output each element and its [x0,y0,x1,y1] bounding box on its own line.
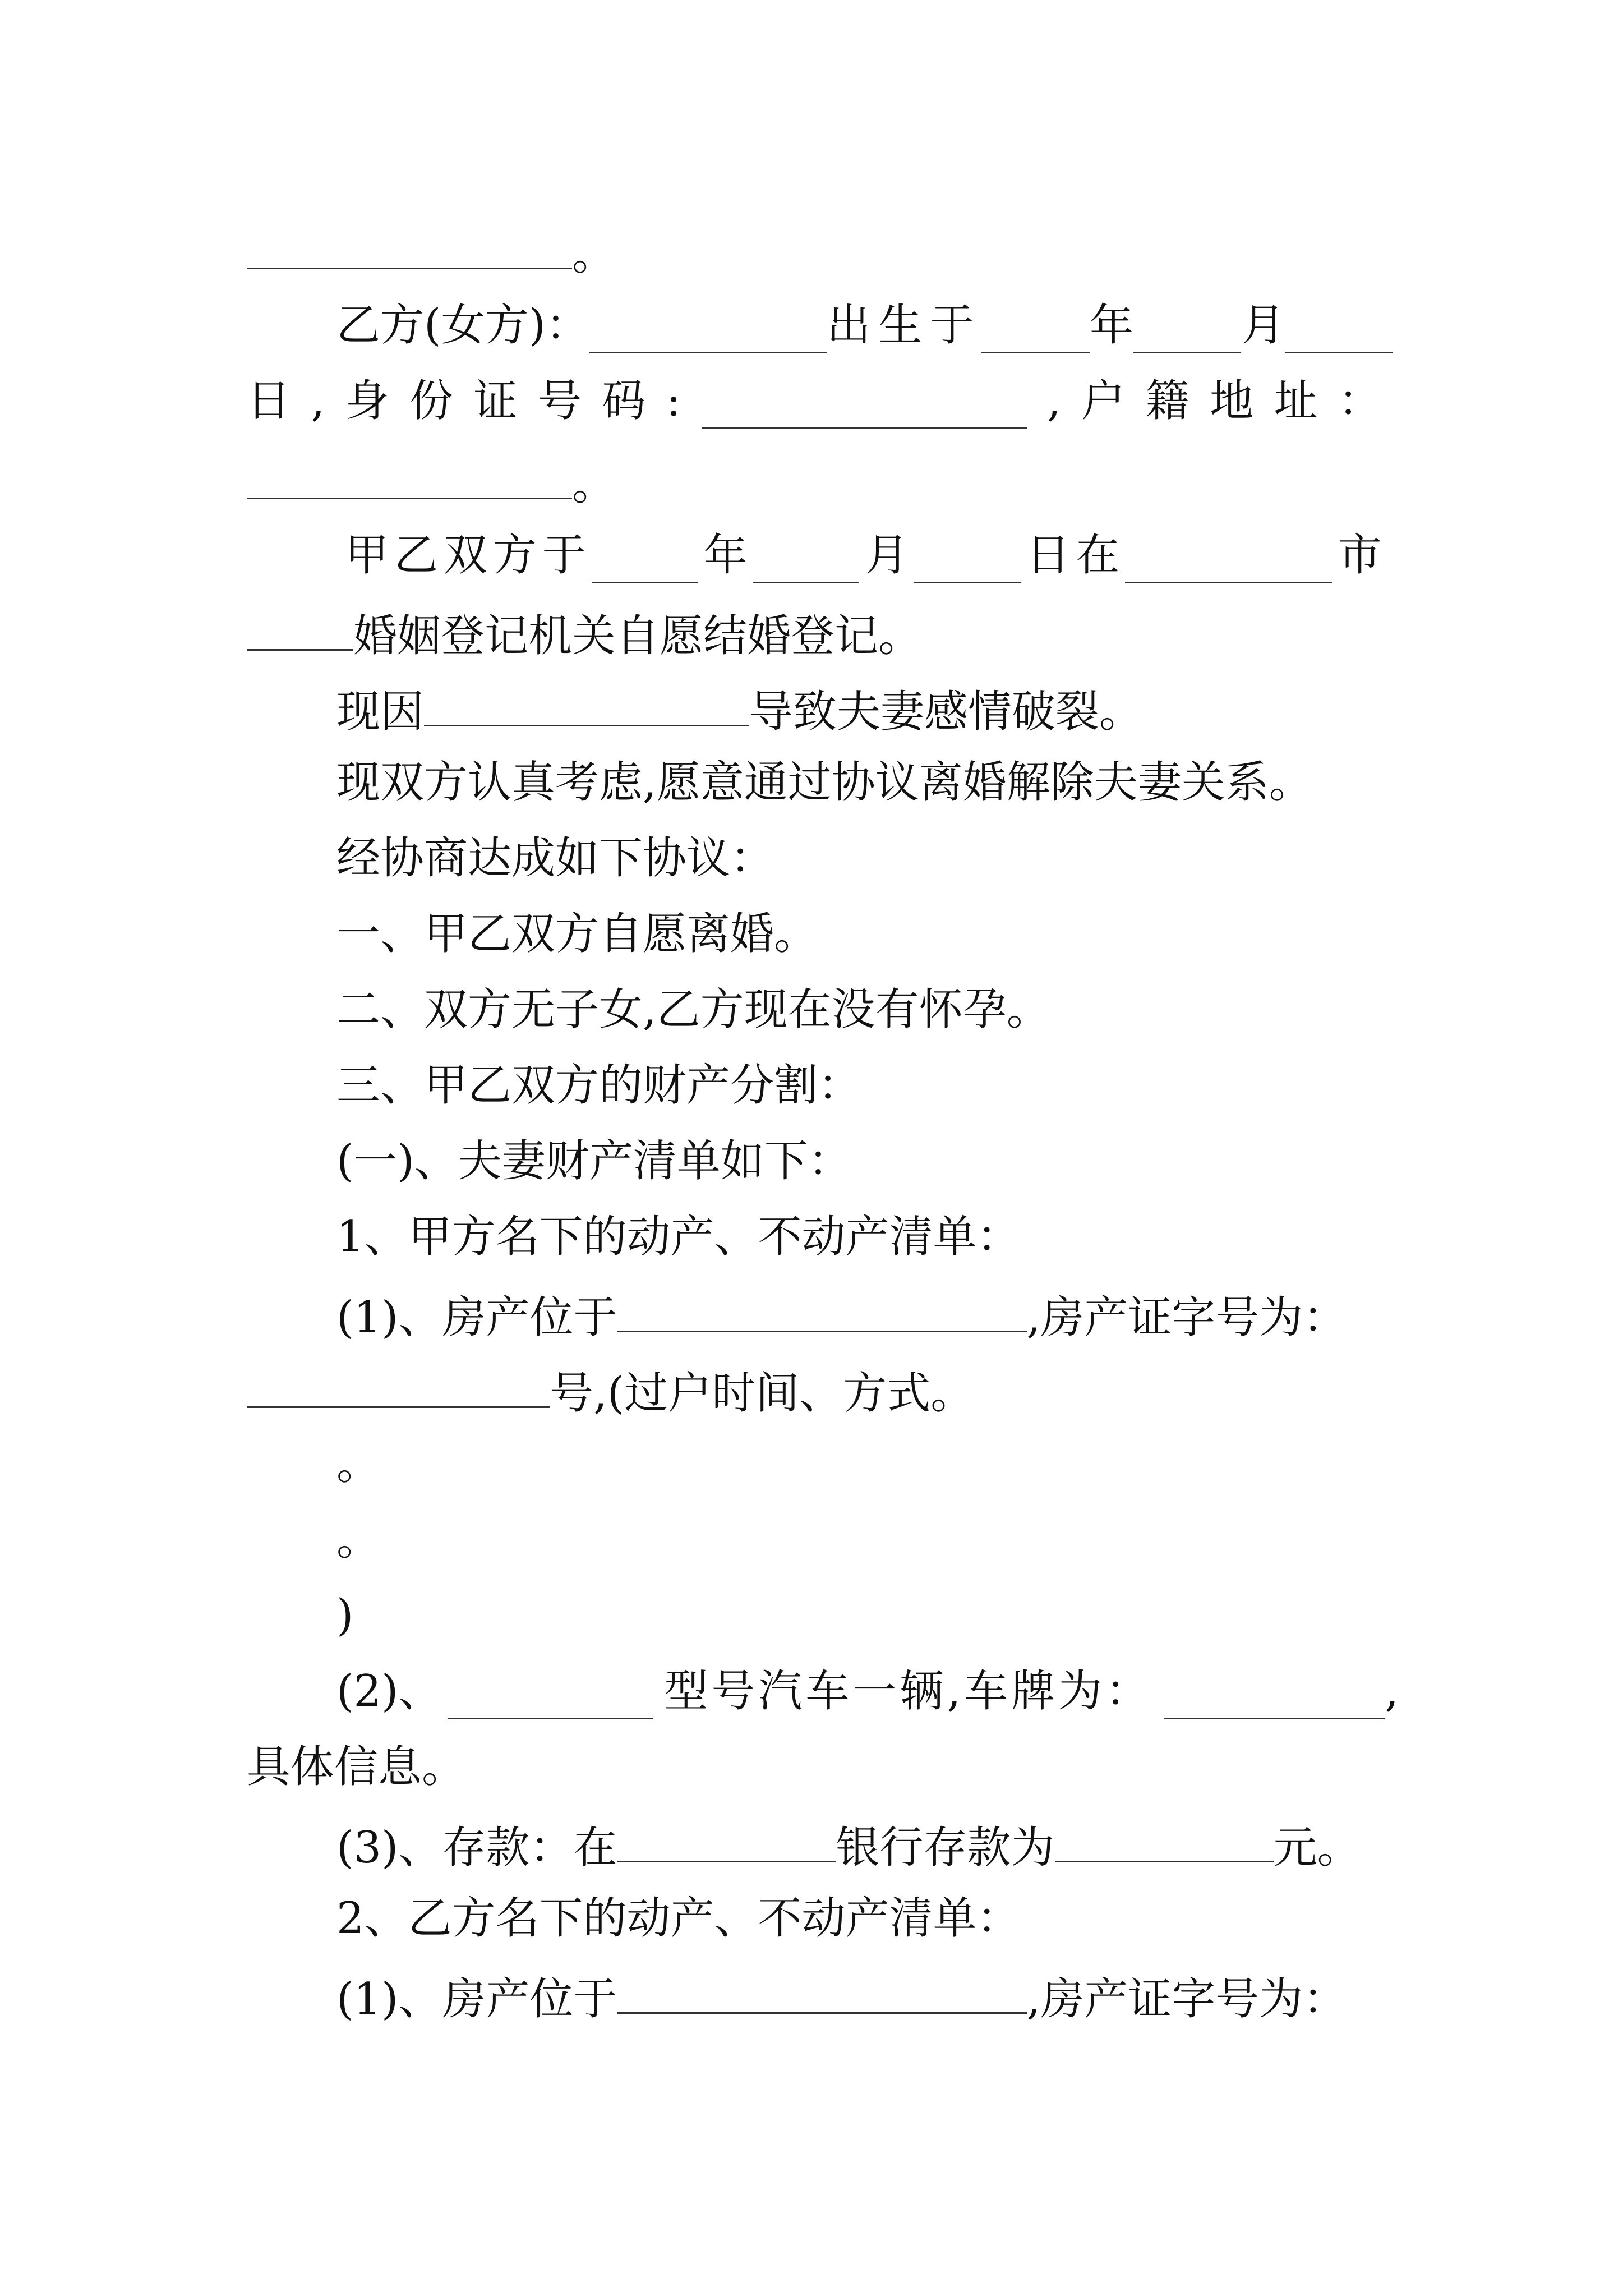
blank-field [448,1672,653,1719]
text: , [1046,376,1061,426]
blank-field [424,679,749,726]
text-line [336,1285,1387,1341]
blank-field [617,1285,1027,1332]
text-line [247,373,1382,429]
text-line: 一、甲乙双方自愿离婚。 [336,909,818,959]
text: 身 [345,376,389,426]
text-line [247,452,1387,508]
text: 份 [409,376,454,426]
text-line: 。 [336,1439,381,1489]
text: 于 [542,530,586,581]
text: 甲 [345,530,389,581]
text-line [336,1815,1387,1871]
text: 日 [247,376,291,426]
blank-field [247,222,572,269]
text: ： [1338,376,1382,426]
text-line: 现双方认真考虑,愿意通过协议离婚解除夫妻关系。 [336,757,1313,808]
text-line [336,1663,1399,1719]
text: 双 [443,530,487,581]
text: , [311,376,325,426]
text: 码 [602,376,646,426]
blank-field [247,1360,550,1408]
text: 年 [703,530,748,581]
text: 月 [865,530,909,581]
blank-field [1133,306,1242,353]
text-line [247,222,1387,278]
text: 址 [1274,376,1318,426]
text: 出生于 [827,300,982,351]
text: 号,(过户时间、方式。 [550,1368,975,1419]
blank-field [702,381,1027,429]
text: 婚姻登记机关自愿结婚登记。 [353,611,923,661]
text: 方(女方)： [380,300,589,351]
text: 。 [572,229,616,280]
text: 市 [1338,530,1382,581]
text-line: 具体信息。 [247,1742,466,1792]
blank-field [1285,306,1393,353]
text: 籍 [1145,376,1189,426]
blank-field [589,306,827,353]
text-line: 1、甲方名下的动产、不动产清单： [336,1212,1021,1262]
text: 方 [492,530,537,581]
text-line [345,527,1382,583]
text: 现因 [336,687,425,737]
text: 证 [473,376,518,426]
blank-field [247,452,572,499]
text-line [336,1966,1387,2022]
blank-field [617,1815,836,1862]
text-line [247,603,1387,659]
text: 月 [1241,300,1285,351]
text: ,房产证字号为： [1026,1292,1347,1343]
text-line: 。 [336,1515,381,1565]
blank-field [247,603,353,651]
text-line: ) [336,1590,354,1641]
text: 在 [1076,530,1120,581]
blank-field [914,536,1021,583]
text-line: 二、双方无子女,乙方现在没有怀孕。 [336,984,1050,1035]
text-line: 经协商达成如下协议： [336,833,774,884]
text: (2)、 [336,1666,442,1717]
blank-field [617,1966,1027,2014]
text: 年 [1089,300,1133,351]
text: (1)、房产位于 [336,1292,617,1343]
text: , [1385,1666,1399,1717]
text: 。 [572,459,616,510]
text: (1)、房产位于 [336,1974,617,2024]
text: 地 [1210,376,1254,426]
text: 乙 [336,300,381,351]
blank-field [1125,536,1332,583]
text: : [666,376,681,426]
text: 元。 [1273,1823,1361,1873]
blank-field [1164,1672,1385,1719]
text-line: 2、乙方名下的动产、不动产清单： [336,1893,1021,1944]
text: 日 [1026,530,1071,581]
text: 型号汽车一辆,车牌为： [664,1666,1153,1717]
text-line [336,297,1393,353]
text: 号 [537,376,582,426]
text: 导致夫妻感情破裂。 [749,687,1144,737]
text: 户 [1081,376,1126,426]
text: 乙 [394,530,438,581]
text: (3)、存款：在 [336,1823,617,1873]
blank-field [981,306,1090,353]
text-line: 三、甲乙双方的财产分割： [336,1060,862,1111]
blank-field [753,536,859,583]
blank-field [1055,1815,1274,1862]
text-line [336,679,1387,735]
blank-field [592,536,698,583]
text-line: (一)、夫妻财产清单如下： [336,1136,852,1186]
text: 银行存款为 [836,1823,1055,1873]
text: ,房产证字号为： [1026,1974,1347,2024]
text-line [247,1360,1387,1419]
